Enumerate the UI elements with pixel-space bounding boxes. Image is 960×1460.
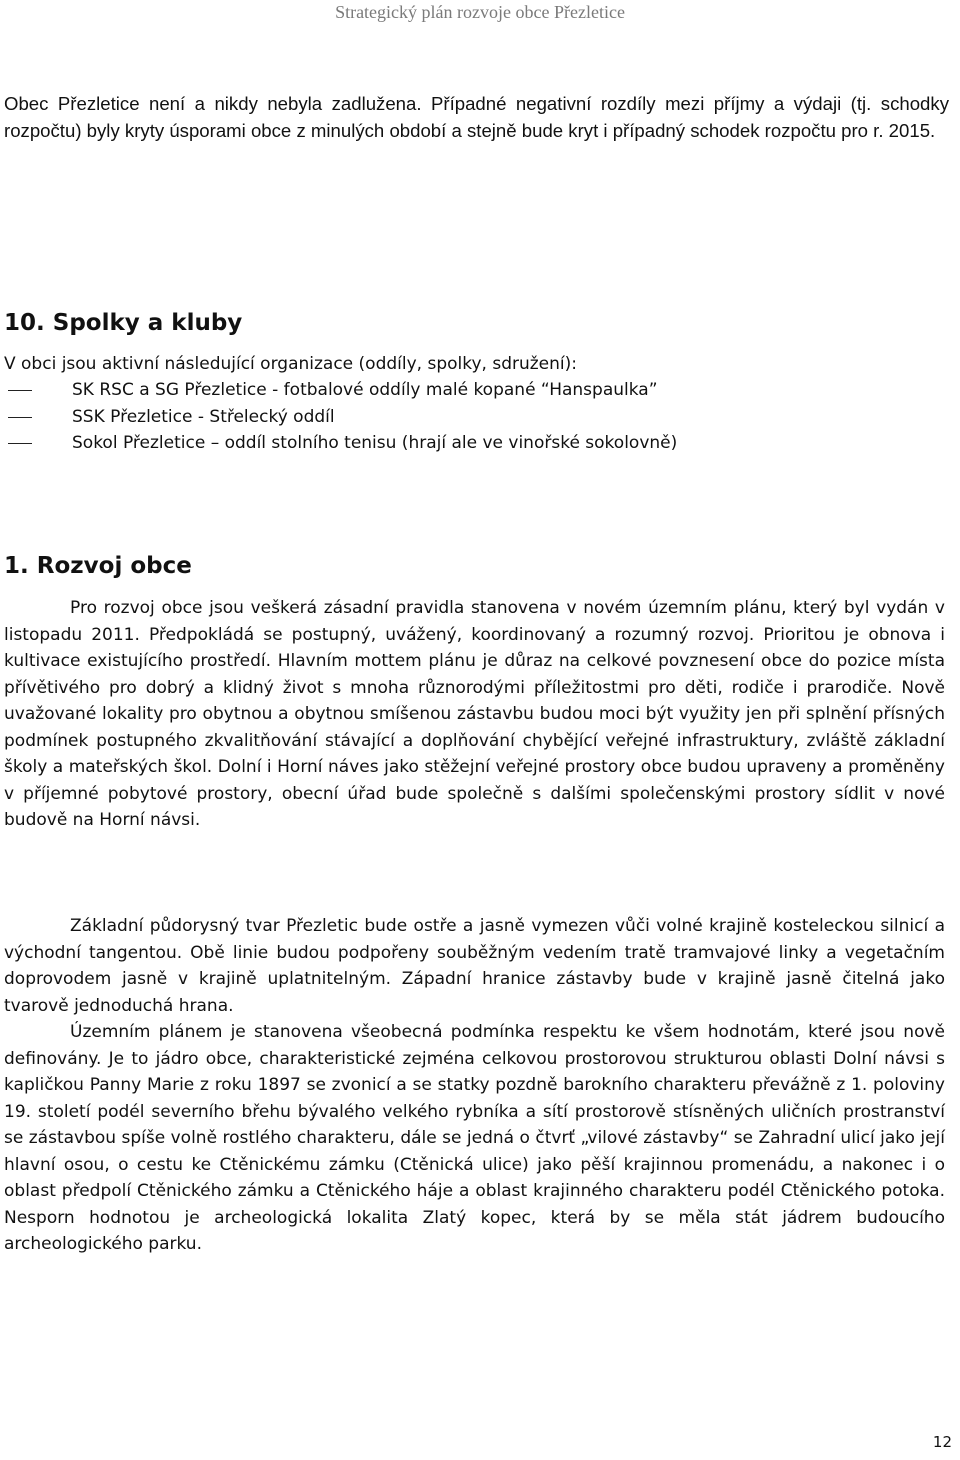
section-10-heading: 10. Spolky a kluby [4, 310, 243, 336]
dash-icon [8, 390, 32, 391]
running-header: Strategický plán rozvoje obce Přezletice [335, 2, 625, 22]
section-1-heading: 1. Rozvoj obce [4, 553, 192, 579]
section-10-lead: V obci jsou aktivní následující organizace (oddíly, spolky, sdružení): [4, 354, 577, 374]
intro-paragraph: Obec Přezletice není a nikdy nebyla zadlužena. Případné negativní rozdíly mezi příjmy a výdaji (tj. schodky rozpočtu) byly kryty úsporami obce z minulých období a stejně bude kryt i případný schodek rozpočtu pro r. 2015. [4, 93, 949, 141]
list-item: SSK Přezletice - Střelecký oddíl [4, 404, 677, 431]
list-item: SK RSC a SG Přezletice - fotbalové oddíly malé kopané “Hanspaulka” [4, 377, 677, 404]
list-item: Sokol Přezletice – oddíl stolního tenisu (hrají ale ve vinořské sokolovně) [4, 430, 677, 457]
paragraph-values: Územním plánem je stanovena všeobecná podmínka respektu ke všem hodnotám, které jsou nově definovány. Je to jádro obce, charakteristické zejména celkovou prostorovou strukturou oblasti Dolní návsi s kapličkou Panny Marie z roku 1897 se zvonicí a se statky pozdně barokního charakteru převážně z 1. poloviny 19. století podél severního břehu bývalého velkého rybníka a sítí prostorově stísněných uličních prostranství se zástavbou spíše volně rostlého charakteru, dále se jedná o čtvrť „vilové zástavby“ se Zahradní ulicí jako její hlavní osou, o cestu ke Ctěnickému zámku (Ctěnická ulice) jako pěší krajinnou promenádu, a nakonec i o oblast předpolí Ctěnického zámku a Ctěnického háje a oblast krajinného charakteru podél Ctěnického potoka. Nesporn hodnotou je archeologická lokalita Zlatý kopec, která by se měla stát jádrem budoucího archeologického parku. [4, 1022, 945, 1254]
paragraph-development: Pro rozvoj obce jsou veškerá zásadní pravidla stanovena v novém územním plánu, který byl vydán v listopadu 2011. Předpokládá se postupný, uvážený, koordinovaný a rozumný rozvoj. Prioritou je obnova i kultivace existujícího prostředí. Hlavním mottem plánu je důraz na celkové povznesení obce do pozice místa přívětivého pro dobrý a klidný život s mnoha různorodými příležitostmi pro děti, rodiče i prarodiče. Nově uvažované lokality pro obytnou a obytnou smíšenou zástavbu budou moci být využity jen při splnění přísných podmínek postupného zkvalitňování stávající a doplňování chybějící veřejné infrastruktury, zvláště základní školy a mateřských škol. Dolní i Horní náves jako stěžejní veřejné prostory obce budou upraveny a proměněny v příjemné pobytové prostory, obecní úřad bude společně s dalšími společenskými prostory sídlit v nové budově na Horní návsi. [4, 598, 945, 830]
page-number: 12 [932, 1433, 952, 1451]
paragraph-ground-plan: Základní půdorysný tvar Přezletic bude ostře a jasně vymezen vůči volné krajině kosteleckou silnicí a východní tangentou. Obě linie budou podpořeny souběžným vedením tratě tramvajové linky a vegetačním doprovodem jasně v krajině uplatnitelným. Západní hranice zástavby bude v krajině jasně čitelná jako tvarově jednoduchá hrana. [4, 916, 945, 1016]
dash-icon [8, 443, 32, 444]
organization-list [4, 377, 677, 457]
dash-icon [8, 417, 32, 418]
